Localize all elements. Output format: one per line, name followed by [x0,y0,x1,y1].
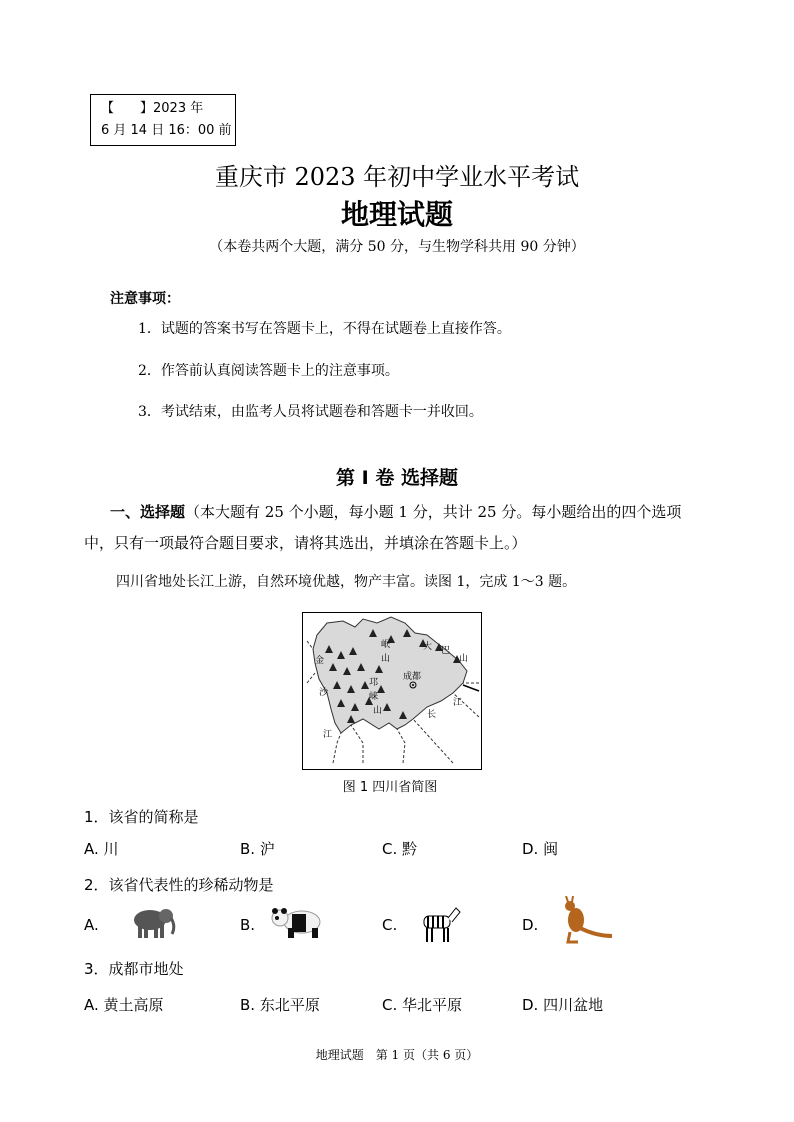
figure-caption: 图 1 四川省简图 [342,780,438,795]
elephant-icon [120,902,180,946]
confidential-line-1: 【 】2023 年 [101,101,204,116]
notice-item: 2．作答前认真阅读答题卡上的注意事项。 [138,363,399,379]
exam-note: （本卷共两个大题，满分 50 分，与生物学科共用 90 分钟） [209,239,585,255]
map-label-jiang2: 江 [453,698,463,708]
map-label-chengdu: 成都 [403,672,422,682]
notice-item: 1．试题的答案书写在答题卡上，不得在试题卷上直接作答。 [138,321,511,337]
map-label-jiang: 江 [323,730,333,740]
sichuan-map-svg [303,613,481,769]
option-a[interactable]: A. 川 [84,840,119,858]
option-c[interactable]: C. 华北平原 [382,996,463,1014]
zebra-icon [414,904,464,948]
section-title: 第 I 卷 选择题 [336,467,458,489]
confidential-box [90,94,236,146]
sichuan-map [302,612,482,770]
option-c[interactable]: C. 黔 [382,840,418,858]
option-d[interactable]: D. 四川盆地 [522,996,604,1014]
map-label-lai: 崃 [369,692,379,702]
map-label-ba: 巴 [441,646,451,656]
notice-item: 3．考试结束，由监考人员将试题卷和答题卡一并收回。 [138,404,483,420]
map-label-shan2: 山 [373,706,383,716]
confidential-line-2: 6 月 14 日 16：00 前 [101,123,232,138]
option-d-label[interactable]: D. [522,916,539,934]
map-label-shan3: 山 [459,654,469,664]
option-c-label[interactable]: C. [382,916,398,934]
part-description [84,497,710,559]
subject-title: 地理试题 [340,198,453,231]
option-d[interactable]: D. 闽 [522,840,559,858]
question-stem: 3．成都市地处 [84,960,184,978]
option-a[interactable]: A. 黄土高原 [84,996,164,1014]
map-label-shan1: 山 [381,654,391,664]
map-label-jin: 金 [315,656,325,666]
exam-title: 重庆市 2023 年初中学业水平考试 [214,163,580,191]
map-label-sha: 沙 [319,688,329,698]
option-b[interactable]: B. 东北平原 [240,996,320,1014]
map-label-qiong: 邛 [369,678,379,688]
kangaroo-icon [556,896,616,948]
option-b[interactable]: B. 沪 [240,840,275,858]
part-label: 一、选择题 [110,503,186,521]
page-footer: 地理试题 第 1 页（共 6 页） [315,1048,479,1062]
option-a-label[interactable]: A. [84,916,99,934]
part-desc-text: （本大题有 25 个小题，每小题 1 分，共计 25 分。每小题给出的四个选项中，只有一项最符合题目要求，请将其选出，并填涂在答题卡上。） [84,503,682,552]
panda-icon [268,904,328,944]
question-stem: 1．该省的简称是 [84,808,199,826]
question-intro: 四川省地处长江上游，自然环境优越，物产丰富。读图 1，完成 1～3 题。 [116,574,577,590]
map-label-min: 岷 [381,640,391,650]
map-label-chang: 长 [427,710,437,720]
option-b-label[interactable]: B. [240,916,256,934]
map-label-da: 大 [423,642,433,652]
question-stem: 2．该省代表性的珍稀动物是 [84,876,274,894]
notice-heading: 注意事项： [110,291,180,307]
